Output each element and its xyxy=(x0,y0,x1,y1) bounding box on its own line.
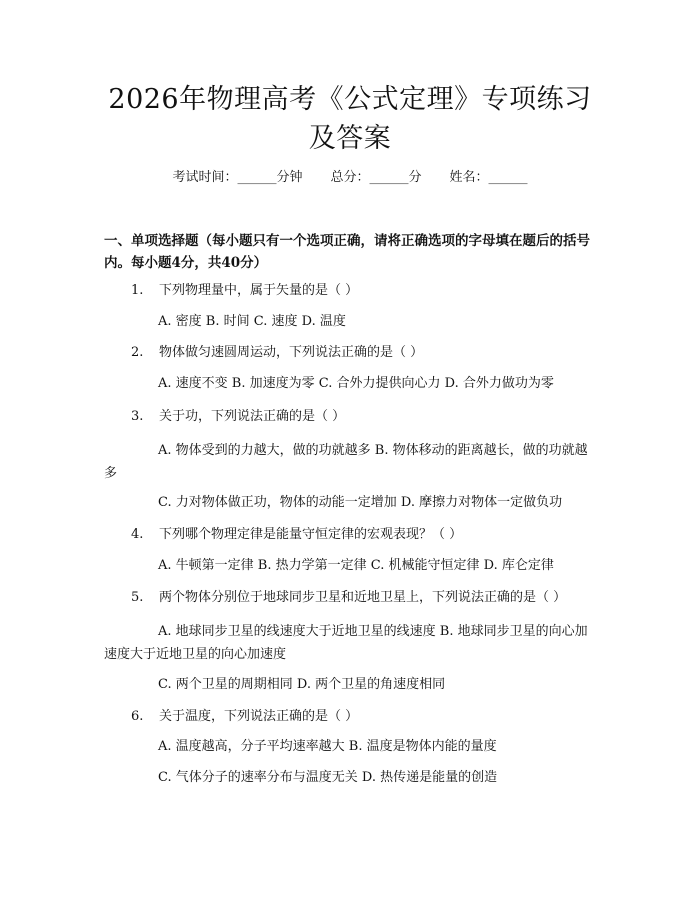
question-options: A. 密度 B. 时间 C. 速度 D. 温度 xyxy=(158,314,346,329)
question-options: C. 两个卫星的周期相同 D. 两个卫星的角速度相同 xyxy=(158,677,446,692)
page-title: 2026年物理高考《公式定理》专项练习及答案 xyxy=(108,84,592,154)
question-text: 物体做匀速圆周运动，下列说法正确的是（ ） xyxy=(159,345,424,360)
question-options: C. 力对物体做正功，物体的动能一定增加 D. 摩擦力对物体一定做负功 xyxy=(158,495,563,510)
question-number: 3. xyxy=(131,409,144,424)
question-text: 下列哪个物理定律是能量守恒定律的宏观表现？（ ） xyxy=(159,527,463,542)
question-number: 1. xyxy=(131,283,144,298)
question-options: A. 温度越高，分子平均速率越大 B. 温度是物体内能的量度 xyxy=(158,739,497,754)
question-number: 2. xyxy=(131,345,144,360)
section-heading: 一、单项选择题（每小题只有一个选项正确，请将正确选项的字母填在题后的括号内。每小题4分，共40分） xyxy=(104,233,590,271)
total-score-field: 总分：______分 xyxy=(330,170,422,185)
question-options: A. 物体受到的力越大，做的功就越多 B. 物体移动的距离越长，做的功就越多 xyxy=(104,443,588,481)
question-number: 4. xyxy=(131,527,144,542)
question-stem xyxy=(131,282,601,300)
question-options: A. 地球同步卫星的线速度大于近地卫星的线速度 B. 地球同步卫星的向心加速度大于近地卫星的向心加速度 xyxy=(104,624,588,662)
question-number: 6. xyxy=(131,709,144,724)
question-text: 下列物理量中，属于矢量的是（ ） xyxy=(159,283,359,298)
question-options: A. 速度不变 B. 加速度为零 C. 合外力提供向心力 D. 合外力做功为零 xyxy=(158,376,554,391)
question-stem xyxy=(131,708,601,726)
question-text: 关于温度，下列说法正确的是（ ） xyxy=(159,709,359,724)
question-text: 关于功，下列说法正确的是（ ） xyxy=(159,409,346,424)
question-stem xyxy=(131,344,601,362)
question-options: A. 牛顿第一定律 B. 热力学第一定律 C. 机械能守恒定律 D. 库仑定律 xyxy=(158,558,554,573)
exam-meta-line xyxy=(0,169,700,187)
question-stem xyxy=(131,526,601,544)
question-stem xyxy=(131,408,601,426)
student-name-field: 姓名：______ xyxy=(449,170,528,185)
question-options: C. 气体分子的速率分布与温度无关 D. 热传递是能量的创造 xyxy=(158,770,498,785)
exam-time-field: 考试时间：______分钟 xyxy=(172,170,303,185)
question-text: 两个物体分别位于地球同步卫星和近地卫星上，下列说法正确的是（ ） xyxy=(159,590,567,605)
question-stem xyxy=(131,589,601,607)
question-number: 5. xyxy=(131,590,144,605)
